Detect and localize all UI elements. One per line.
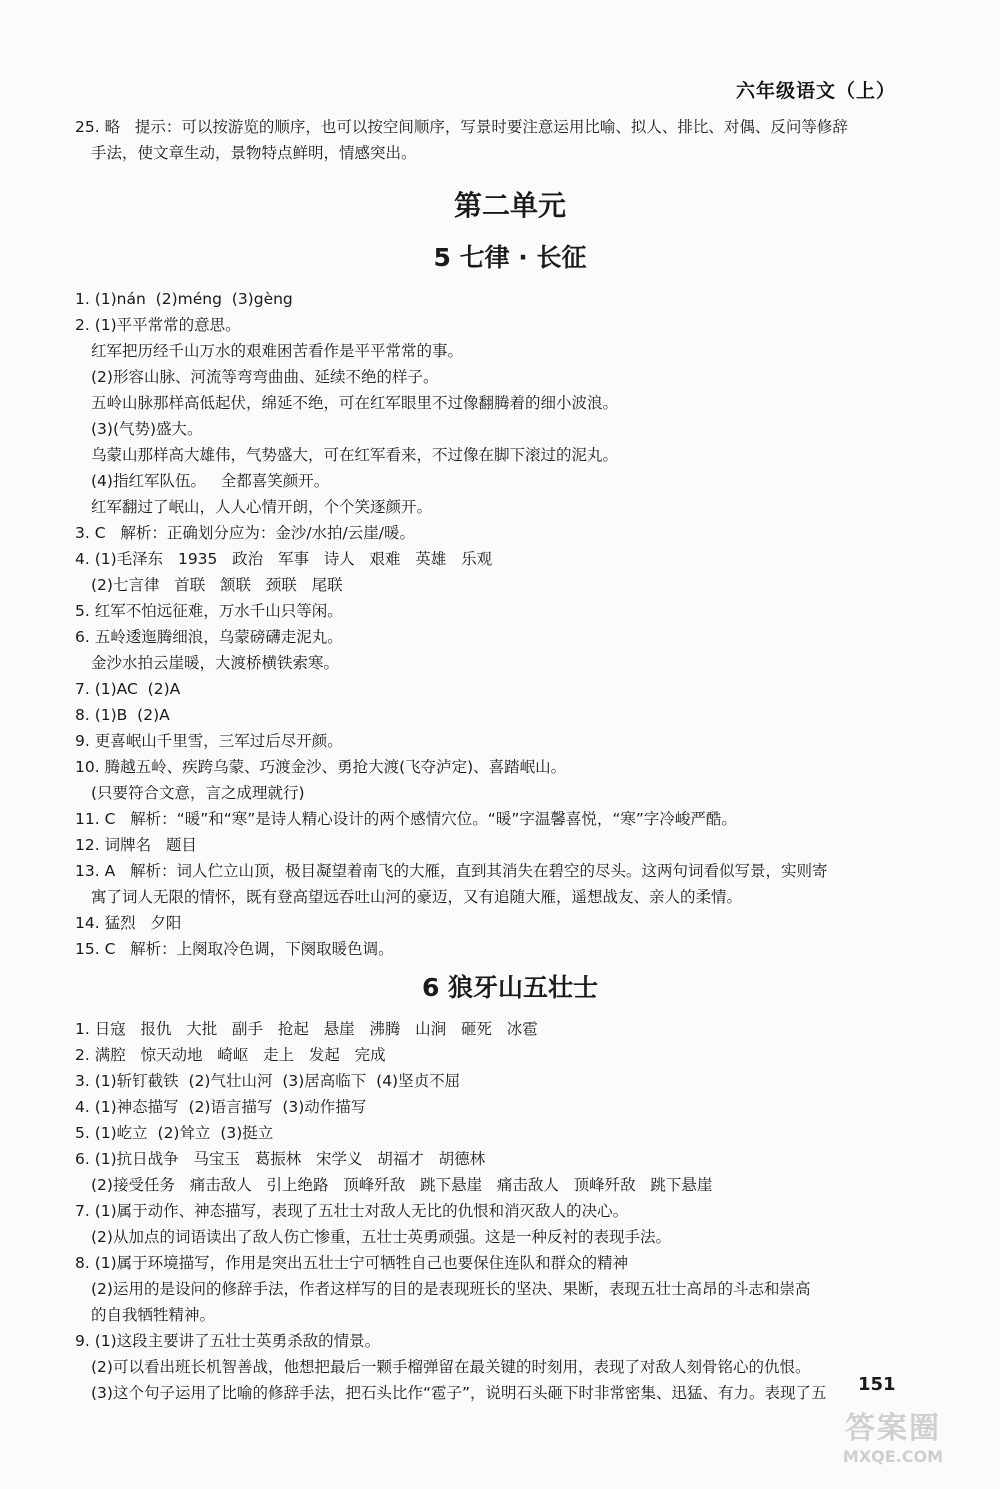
- answer-line: 2. 满腔 惊天动地 崎岖 走上 发起 完成: [75, 1046, 386, 1064]
- answer-line: (2)运用的是设问的修辞手法，作者这样写的目的是表现班长的坚决、果断，表现五壮士高昂的斗志和崇高: [91, 1280, 811, 1298]
- lesson-5-title: 5 七律 · 长征: [433, 243, 587, 272]
- answer-line: 1. (1)nán (2)méng (3)gèng: [75, 290, 293, 308]
- answer-line: 14. 猛烈 夕阳: [75, 914, 182, 932]
- answer-line: (2)接受任务 痛击敌人 引上绝路 顶峰歼敌 跳下悬崖 痛击敌人 顶峰歼敌 跳下悬崖: [91, 1176, 713, 1194]
- answer-line: 的自我牺牲精神。: [91, 1306, 216, 1324]
- answer-line: 2. (1)平平常常的意思。: [75, 316, 241, 334]
- answer-line: 4. (1)毛泽东 1935 政治 军事 诗人 艰难 英雄 乐观: [75, 550, 493, 568]
- page-number: 151: [858, 1374, 896, 1395]
- answer-line: (2)可以看出班长机智善战，他想把最后一颗手榴弹留在最关键的时刻用，表现了对敌人刻骨铭心的仇恨。: [91, 1358, 811, 1376]
- answer-line: 红军翻过了岷山，人人心情开朗，个个笑逐颜开。: [91, 498, 433, 516]
- answer-line: (3)这个句子运用了比喻的修辞手法，把石头比作“雹子”，说明石头砸下时非常密集、迅猛、有力。表现了五: [91, 1384, 827, 1402]
- answer-line: 11. C 解析：“暖”和“寒”是诗人精心设计的两个感情穴位。“暖”字温馨喜悦，“寒”字冷峻严酷。: [75, 810, 737, 828]
- answer-line: 1. 日寇 报仇 大批 副手 抢起 悬崖 沸腾 山涧 砸死 冰雹: [75, 1020, 538, 1038]
- answer-line: (2)从加点的词语读出了敌人伤亡惨重，五壮士英勇顽强。这是一种反衬的表现手法。: [91, 1228, 671, 1246]
- answer-line: 寓了词人无限的情怀，既有登高望远吞吐山河的豪迈，又有追随大雁，遥想战友、亲人的柔情。: [91, 888, 743, 906]
- answer-line: 金沙水拍云崖暖，大渡桥横铁索寒。: [91, 654, 340, 672]
- answer-line: 3. (1)斩钉截铁 (2)气壮山河 (3)居高临下 (4)坚贞不屈: [75, 1072, 461, 1090]
- answer-line: 7. (1)AC (2)A: [75, 680, 181, 698]
- answer-line: 12. 词牌名 题目: [75, 836, 197, 854]
- answer-line: 6. 五岭逶迤腾细浪，乌蒙磅礴走泥丸。: [75, 628, 343, 646]
- watermark-logo-text: 答案圈: [845, 1411, 941, 1446]
- answer-line: (只要符合文意，言之成理就行): [91, 784, 305, 802]
- answer-line: 8. (1)B (2)A: [75, 706, 170, 724]
- answer-line: 6. (1)抗日战争 马宝玉 葛振林 宋学义 胡福才 胡德林: [75, 1150, 486, 1168]
- lesson-6-title: 6 狼牙山五壮士: [421, 973, 599, 1002]
- answer-line: (2)形容山脉、河流等弯弯曲曲、延续不绝的样子。: [91, 368, 439, 386]
- answer-line: 13. A 解析：词人伫立山顶，极目凝望着南飞的大雁，直到其消失在碧空的尽头。这两句词看似写景，实则寄: [75, 862, 828, 880]
- intro-line: 手法，使文章生动，景物特点鲜明，情感突出。: [91, 144, 417, 162]
- unit-title: 第二单元: [453, 189, 566, 222]
- answer-line: (4)指红军队伍。 全都喜笑颜开。: [91, 472, 330, 490]
- answer-line: 10. 腾越五岭、疾跨乌蒙、巧渡金沙、勇抢大渡(飞夺泸定)、喜踏岷山。: [75, 758, 567, 776]
- watermark-url: MXQE.COM: [842, 1447, 944, 1466]
- answer-line: 五岭山脉那样高低起伏，绵延不绝，可在红军眼里不过像翻腾着的细小波浪。: [91, 394, 619, 412]
- answer-line: 9. 更喜岷山千里雪，三军过后尽开颜。: [75, 732, 343, 750]
- answer-line: 红军把历经千山万水的艰难困苦看作是平平常常的事。: [91, 342, 464, 360]
- answer-line: 5. (1)屹立 (2)耸立 (3)挺立: [75, 1124, 274, 1142]
- answer-line: 15. C 解析：上阕取冷色调，下阕取暖色调。: [75, 940, 394, 958]
- intro-line: 25. 略 提示：可以按游览的顺序，也可以按空间顺序，写景时要注意运用比喻、拟人、排比、对偶、反问等修辞: [75, 118, 848, 136]
- answer-line: 4. (1)神态描写 (2)语言描写 (3)动作描写: [75, 1098, 367, 1116]
- answer-line: 9. (1)这段主要讲了五壮士英勇杀敌的情景。: [75, 1332, 381, 1350]
- answer-line: 8. (1)属于环境描写，作用是突出五壮士宁可牺牲自己也要保住连队和群众的精神: [75, 1254, 629, 1272]
- answer-line: 5. 红军不怕远征难，万水千山只等闲。: [75, 602, 343, 620]
- site-watermark: [818, 1403, 968, 1483]
- header-grade-tag: 六年级语文（上）: [736, 80, 897, 102]
- answer-line: 3. C 解析：正确划分应为：金沙/水拍/云崖/暖。: [75, 524, 415, 542]
- answer-content: [75, 114, 945, 1406]
- answer-line: (2)七言律 首联 颔联 颈联 尾联: [91, 576, 343, 594]
- answer-line: 7. (1)属于动作、神态描写，表现了五壮士对敌人无比的仇恨和消灭敌人的决心。: [75, 1202, 629, 1220]
- answer-line: 乌蒙山那样高大雄伟，气势盛大，可在红军看来，不过像在脚下滚过的泥丸。: [91, 446, 619, 464]
- answer-line: (3)(气势)盛大。: [91, 420, 203, 438]
